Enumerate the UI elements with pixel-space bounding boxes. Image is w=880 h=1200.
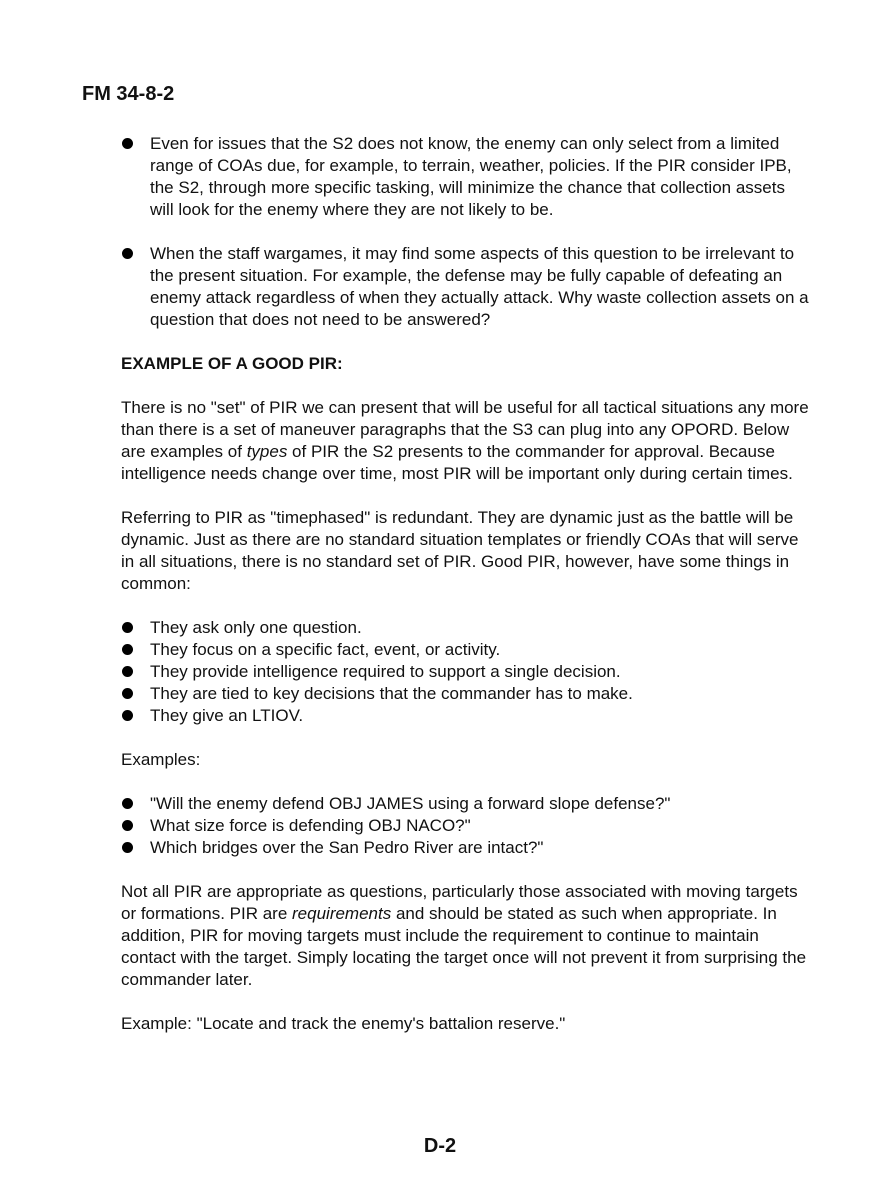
list-item: What size force is defending OBJ NACO?" bbox=[121, 815, 811, 837]
document-header: FM 34-8-2 bbox=[82, 83, 175, 105]
bullet-icon bbox=[122, 622, 133, 633]
page-body bbox=[121, 133, 811, 1035]
paragraph-requirements: Not all PIR are appropriate as questions, particularly those associated with moving targets or formations. PIR are requirements and should be stated as such when appropriate. In addition, PIR for moving targets must include the requirement to continue to maintain contact with the target. Simply locating the target once will not prevent it from surprising the commander later. bbox=[121, 882, 807, 989]
page-number: D-2 bbox=[423, 1135, 457, 1157]
bullet-icon bbox=[122, 842, 133, 853]
list-item: They give an LTIOV. bbox=[121, 705, 811, 727]
bullet-icon bbox=[122, 820, 133, 831]
examples-label: Examples: bbox=[121, 750, 201, 769]
bullet-icon bbox=[122, 666, 133, 677]
list-item: "Will the enemy defend OBJ JAMES using a forward slope defense?" bbox=[121, 793, 811, 815]
top-bullet-list bbox=[121, 133, 811, 331]
bullet-icon bbox=[122, 798, 133, 809]
bullet-icon bbox=[122, 710, 133, 721]
list-item: They ask only one question. bbox=[121, 617, 811, 639]
bullet-icon bbox=[122, 688, 133, 699]
examples-list bbox=[121, 793, 811, 859]
section-heading: EXAMPLE OF A GOOD PIR: bbox=[121, 354, 343, 373]
list-item: They provide intelligence required to support a single decision. bbox=[121, 661, 811, 683]
paragraph-timephased: Referring to PIR as "timephased" is redundant. They are dynamic just as the battle will be dynamic. Just as there are no standard situation templates or friendly COAs that will serve in all situations, there is no standard set of PIR. Good PIR, however, have some things in common: bbox=[121, 508, 799, 593]
list-item: They are tied to key decisions that the commander has to make. bbox=[121, 683, 811, 705]
final-example: Example: "Locate and track the enemy's battalion reserve." bbox=[121, 1014, 566, 1033]
list-item: They focus on a specific fact, event, or activity. bbox=[121, 639, 811, 661]
list-item: Even for issues that the S2 does not know, the enemy can only select from a limited range of COAs due, for example, to terrain, weather, policies. If the PIR consider IPB, the S2, through more specific tasking, will minimize the chance that collection assets will look for the enemy where they are not likely to be. bbox=[121, 133, 811, 221]
list-item: Which bridges over the San Pedro River are intact?" bbox=[121, 837, 811, 859]
paragraph-no-set: There is no "set" of PIR we can present that will be useful for all tactical situations any more than there is a set of maneuver paragraphs that the S3 can plug into any OPORD. Below are examples of types of PIR the S2 presents to the commander for approval. Because intelligence needs change over time, most PIR will be important only during certain times. bbox=[121, 398, 809, 483]
common-traits-list bbox=[121, 617, 811, 727]
bullet-icon bbox=[122, 644, 133, 655]
list-item: When the staff wargames, it may find some aspects of this question to be irrelevant to the present situation. For example, the defense may be fully capable of defeating an enemy attack regardless of when they actually attack. Why waste collection assets on a question that does not need to be answered? bbox=[121, 243, 811, 331]
bullet-icon bbox=[122, 248, 133, 259]
bullet-icon bbox=[122, 138, 133, 149]
